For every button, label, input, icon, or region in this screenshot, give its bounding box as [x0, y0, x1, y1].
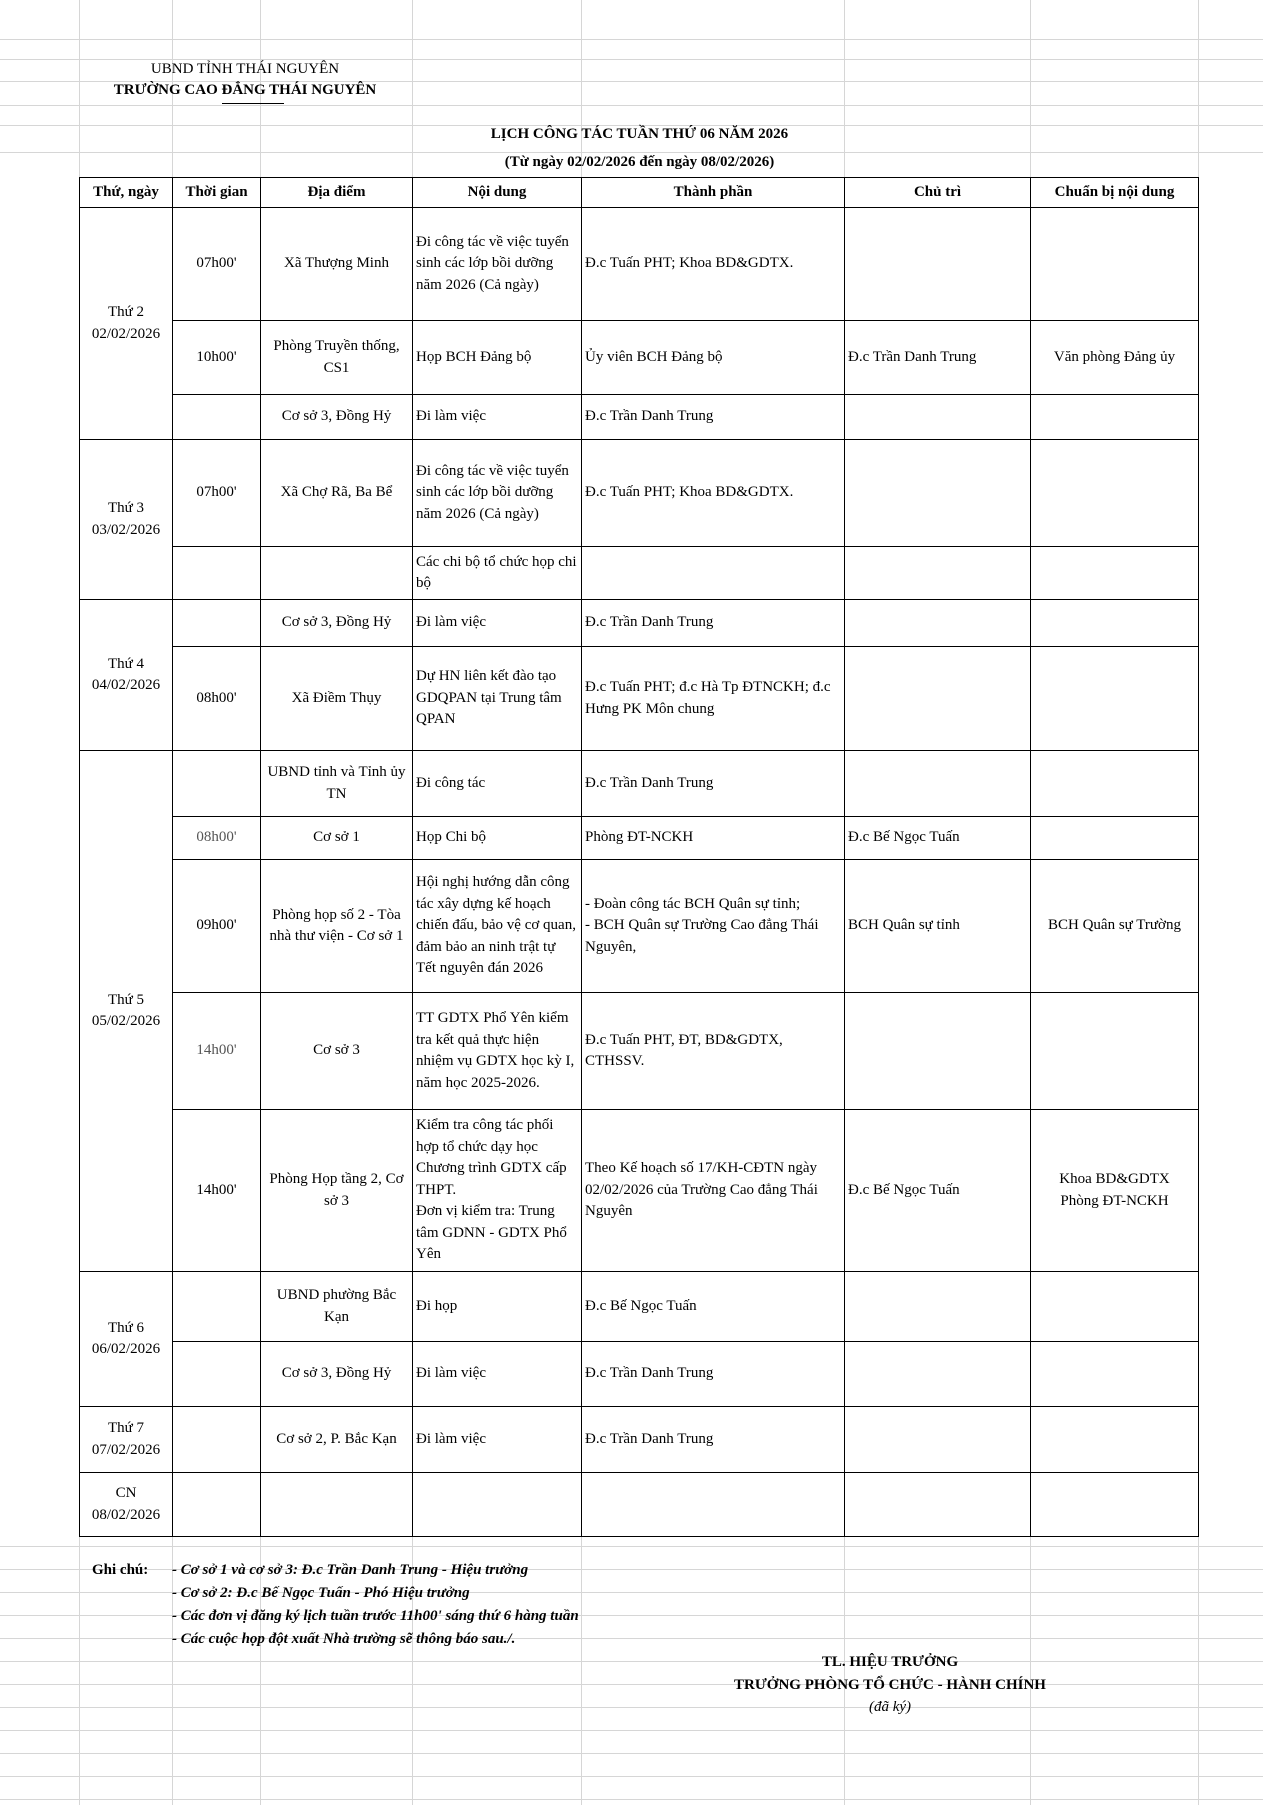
table-row — [80, 208, 1199, 321]
cell-members: Đ.c Tuấn PHT, ĐT, BD&GDTX, CTHSSV. — [582, 993, 845, 1110]
cell-time: 07h00' — [173, 208, 261, 321]
schedule-table — [79, 177, 1199, 1537]
cell-time — [173, 1342, 261, 1407]
cell-line: Phòng ĐT-NCKH — [1060, 1192, 1169, 1209]
cell-time — [173, 1407, 261, 1473]
cell-chair — [845, 600, 1031, 647]
cell-chair — [845, 440, 1031, 547]
cell-place: Phòng Truyền thống, CS1 — [261, 321, 413, 395]
table-row — [80, 817, 1199, 860]
cell-time: 09h00' — [173, 860, 261, 993]
cell-prep — [1031, 1473, 1199, 1537]
note-item: - Cơ sở 2: Đ.c Bế Ngọc Tuấn - Phó Hiệu trưởng — [172, 1585, 470, 1601]
cell-members: Theo Kế hoạch số 17/KH-CĐTN ngày 02/02/2026 của Trường Cao đẳng Thái Nguyên — [582, 1110, 845, 1272]
cell-prep — [1031, 395, 1199, 440]
table-row — [80, 860, 1199, 993]
table-row — [80, 1473, 1199, 1537]
cell-place: Cơ sở 2, P. Bắc Kạn — [261, 1407, 413, 1473]
table-row — [80, 547, 1199, 600]
cell-time — [173, 547, 261, 600]
cell-content — [413, 1110, 582, 1272]
cell-line: Kiểm tra công tác phối hợp tổ chức dạy học Chương trình GDTX cấp THPT. — [416, 1117, 567, 1198]
cell-time: 08h00' — [173, 817, 261, 860]
cell-time: 08h00' — [173, 647, 261, 751]
cell-content: Đi làm việc — [413, 395, 582, 440]
cell-chair: Đ.c Bế Ngọc Tuấn — [845, 1110, 1031, 1272]
cell-content: Dự HN liên kết đào tạo GDQPAN tại Trung tâm QPAN — [413, 647, 582, 751]
day-date: 04/02/2026 — [91, 677, 161, 693]
cell-members: Đ.c Trần Danh Trung — [582, 395, 845, 440]
table-row — [80, 440, 1199, 547]
cell-chair: Đ.c Trần Danh Trung — [845, 321, 1031, 395]
cell-chair — [845, 395, 1031, 440]
table-row — [80, 1407, 1199, 1473]
signature-line3: (đã ký) — [868, 1699, 912, 1715]
cell-prep: Văn phòng Đảng ủy — [1031, 321, 1199, 395]
cell-place: Cơ sở 3, Đồng Hỷ — [261, 1342, 413, 1407]
cell-content: Đi công tác về việc tuyển sinh các lớp bồi dưỡng năm 2026 (Cả ngày) — [413, 208, 582, 321]
day-date: 07/02/2026 — [91, 1441, 161, 1458]
page-title: LỊCH CÔNG TÁC TUẦN THỨ 06 NĂM 2026 — [490, 126, 789, 142]
cell-content: TT GDTX Phổ Yên kiểm tra kết quả thực hiện nhiệm vụ GDTX học kỳ I, năm học 2025-2026. — [413, 993, 582, 1110]
cell-members: Đ.c Trần Danh Trung — [582, 1342, 845, 1407]
cell-members: Ủy viên BCH Đảng bộ — [582, 321, 845, 395]
grid-hline — [0, 1776, 1263, 1777]
cell-content: Đi họp — [413, 1272, 582, 1342]
day-date: 03/02/2026 — [91, 521, 161, 538]
day-name: CN — [115, 1485, 137, 1501]
cell-content: Họp Chi bộ — [413, 817, 582, 860]
cell-place — [261, 547, 413, 600]
cell-place: UBND phường Bắc Kạn — [261, 1272, 413, 1342]
cell-time — [173, 1272, 261, 1342]
col-header: Thứ, ngày — [80, 178, 173, 208]
cell-members: Đ.c Bế Ngọc Tuấn — [582, 1272, 845, 1342]
cell-content: Họp BCH Đảng bộ — [413, 321, 582, 395]
cell-chair — [845, 208, 1031, 321]
cell-place: Phòng Họp tầng 2, Cơ sở 3 — [261, 1110, 413, 1272]
cell-line: Đơn vị kiểm tra: Trung tâm GDNN - GDTX Phổ Yên — [416, 1203, 567, 1263]
cell-content: Đi công tác — [413, 751, 582, 817]
cell-chair: BCH Quân sự tỉnh — [845, 860, 1031, 993]
grid-hline — [0, 1799, 1263, 1800]
table-row — [80, 395, 1199, 440]
cell-content: Hội nghị hướng dẫn công tác xây dựng kế hoạch chiến đấu, bảo vệ cơ quan, đảm bảo an ninh trật tự Tết nguyên đán 2026 — [413, 860, 582, 993]
cell-time — [173, 600, 261, 647]
cell-prep — [1031, 751, 1199, 817]
cell-time: 07h00' — [173, 440, 261, 547]
col-header: Thành phần — [582, 178, 845, 208]
cell-prep — [1031, 547, 1199, 600]
day-name: Thứ 3 — [107, 500, 145, 516]
day-cell — [80, 751, 173, 1272]
col-header: Chủ trì — [845, 178, 1031, 208]
cell-chair — [845, 1407, 1031, 1473]
notes-label: Ghi chú: — [92, 1562, 149, 1578]
table-row — [80, 751, 1199, 817]
cell-members: Đ.c Tuấn PHT; đ.c Hà Tp ĐTNCKH; đ.c Hưng PK Môn chung — [582, 647, 845, 751]
day-name: Thứ 2 — [107, 304, 145, 320]
cell-place: Cơ sở 3, Đồng Hỷ — [261, 600, 413, 647]
cell-members — [582, 860, 845, 993]
day-date: 06/02/2026 — [91, 1341, 161, 1357]
cell-members: Đ.c Tuấn PHT; Khoa BD&GDTX. — [582, 440, 845, 547]
grid-hline — [0, 105, 1263, 106]
cell-content: Đi làm việc — [413, 1342, 582, 1407]
cell-chair — [845, 547, 1031, 600]
note-item: - Cơ sở 1 và cơ sở 3: Đ.c Trần Danh Trung - Hiệu trưởng — [172, 1562, 529, 1578]
cell-place: Cơ sở 3 — [261, 993, 413, 1110]
cell-chair: Đ.c Bế Ngọc Tuấn — [845, 817, 1031, 860]
day-name: Thứ 5 — [107, 991, 145, 1008]
cell-content: Đi làm việc — [413, 600, 582, 647]
cell-place: Cơ sở 1 — [261, 817, 413, 860]
cell-chair — [845, 993, 1031, 1110]
cell-line: - Đoàn công tác BCH Quân sự tỉnh; — [585, 895, 801, 912]
cell-members: Đ.c Trần Danh Trung — [582, 1407, 845, 1473]
cell-prep: BCH Quân sự Trường — [1031, 860, 1199, 993]
day-cell — [80, 1407, 173, 1473]
table-row — [80, 993, 1199, 1110]
cell-members: Đ.c Tuấn PHT; Khoa BD&GDTX. — [582, 208, 845, 321]
cell-members — [582, 1473, 845, 1537]
signature-line1: TL. HIỆU TRƯỞNG — [821, 1654, 959, 1670]
cell-time: 10h00' — [173, 321, 261, 395]
day-cell — [80, 600, 173, 751]
cell-content: Các chi bộ tổ chức họp chi bộ — [413, 547, 582, 600]
cell-chair — [845, 1342, 1031, 1407]
cell-members: Đ.c Trần Danh Trung — [582, 600, 845, 647]
day-name: Thứ 7 — [107, 1420, 145, 1436]
grid-hline — [0, 39, 1263, 40]
cell-chair — [845, 1272, 1031, 1342]
signature-line2: TRƯỞNG PHÒNG TỔ CHỨC - HÀNH CHÍNH — [734, 1677, 1046, 1693]
note-item: - Các đơn vị đăng ký lịch tuần trước 11h00' sáng thứ 6 hàng tuần — [172, 1608, 579, 1624]
cell-prep — [1031, 1407, 1199, 1473]
cell-place: Cơ sở 3, Đồng Hỷ — [261, 395, 413, 440]
org-name: TRƯỜNG CAO ĐẲNG THÁI NGUYÊN — [113, 82, 377, 98]
cell-place: Xã Điềm Thụy — [261, 647, 413, 751]
cell-content — [413, 1473, 582, 1537]
table-row — [80, 600, 1199, 647]
cell-chair — [845, 751, 1031, 817]
col-header: Địa điểm — [261, 178, 413, 208]
org-underline — [222, 103, 284, 104]
cell-prep — [1031, 993, 1199, 1110]
cell-chair — [845, 1473, 1031, 1537]
table-row — [80, 1110, 1199, 1272]
day-name: Thứ 6 — [107, 1319, 145, 1336]
cell-prep — [1031, 817, 1199, 860]
day-name: Thứ 4 — [107, 655, 145, 672]
cell-content: Đi làm việc — [413, 1407, 582, 1473]
cell-place: Xã Thượng Minh — [261, 208, 413, 321]
org-parent: UBND TỈNH THÁI NGUYÊN — [150, 61, 340, 77]
col-header: Thời gian — [173, 178, 261, 208]
cell-time — [173, 751, 261, 817]
table-row — [80, 1272, 1199, 1342]
cell-place: Xã Chợ Rã, Ba Bể — [261, 440, 413, 547]
cell-time — [173, 1473, 261, 1537]
cell-place: UBND tỉnh và Tỉnh ủy TN — [261, 751, 413, 817]
table-row — [80, 647, 1199, 751]
table-row — [80, 321, 1199, 395]
cell-prep — [1031, 1272, 1199, 1342]
day-cell — [80, 1473, 173, 1537]
cell-place — [261, 1473, 413, 1537]
col-header: Chuẩn bị nội dung — [1031, 178, 1199, 208]
cell-time — [173, 395, 261, 440]
grid-hline — [0, 1546, 1263, 1547]
cell-prep — [1031, 1110, 1199, 1272]
cell-members — [582, 547, 845, 600]
cell-chair — [845, 647, 1031, 751]
cell-place: Phòng họp số 2 - Tòa nhà thư viện - Cơ sở 1 — [261, 860, 413, 993]
day-cell — [80, 208, 173, 440]
table-row — [80, 1342, 1199, 1407]
day-date: 08/02/2026 — [91, 1506, 161, 1523]
cell-line: - BCH Quân sự Trường Cao đẳng Thái Nguyên, — [585, 917, 819, 955]
day-date: 05/02/2026 — [91, 1013, 161, 1029]
page-subtitle: (Từ ngày 02/02/2026 đến ngày 08/02/2026) — [504, 154, 775, 170]
cell-content: Đi công tác về việc tuyển sinh các lớp bồi dưỡng năm 2026 (Cả ngày) — [413, 440, 582, 547]
day-date: 02/02/2026 — [91, 325, 161, 342]
grid-hline — [0, 1753, 1263, 1754]
cell-prep — [1031, 1342, 1199, 1407]
table-header-row — [80, 178, 1199, 208]
cell-time: 14h00' — [173, 1110, 261, 1272]
note-item: - Các cuộc họp đột xuất Nhà trường sẽ thông báo sau./. — [172, 1631, 516, 1647]
cell-members: Đ.c Trần Danh Trung — [582, 751, 845, 817]
cell-prep — [1031, 208, 1199, 321]
cell-prep — [1031, 600, 1199, 647]
cell-line: Khoa BD&GDTX — [1059, 1171, 1170, 1187]
cell-members: Phòng ĐT-NCKH — [582, 817, 845, 860]
schedule-body — [80, 208, 1199, 1537]
day-cell — [80, 1272, 173, 1407]
cell-prep — [1031, 440, 1199, 547]
grid-hline — [0, 1730, 1263, 1731]
col-header: Nội dung — [413, 178, 582, 208]
cell-prep — [1031, 647, 1199, 751]
day-cell — [80, 440, 173, 600]
cell-time: 14h00' — [173, 993, 261, 1110]
